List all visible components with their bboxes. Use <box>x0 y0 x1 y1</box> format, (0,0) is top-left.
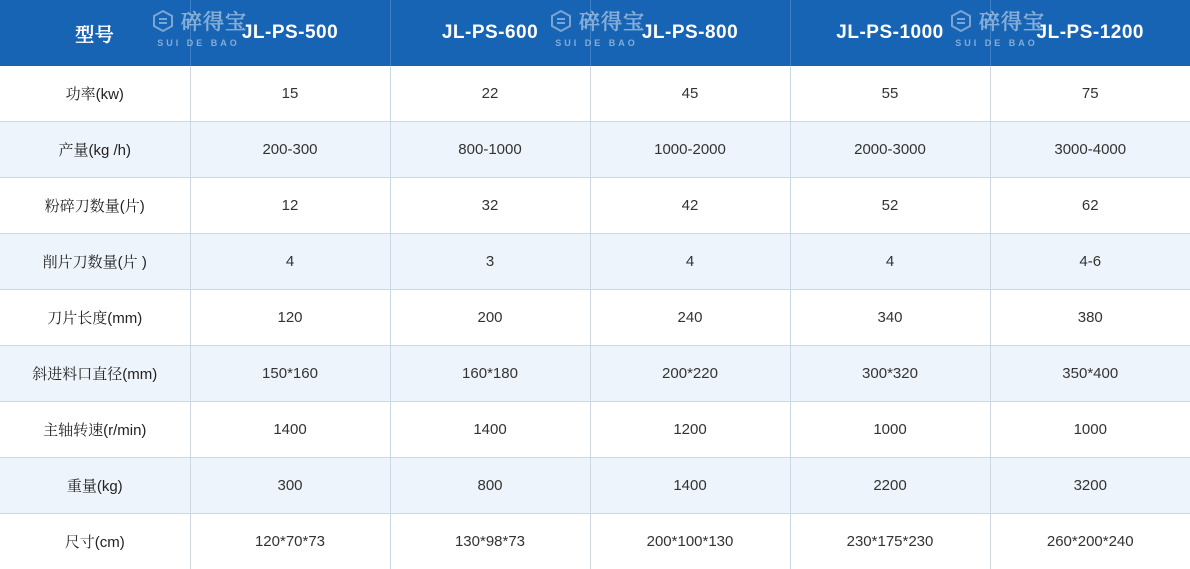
cell: 200*220 <box>590 346 790 402</box>
row-label: 产量(kg /h) <box>0 122 190 178</box>
cell: 42 <box>590 178 790 234</box>
cell: 300*320 <box>790 346 990 402</box>
table-row <box>0 178 1190 234</box>
column-header-jl-ps-800: JL-PS-800 <box>590 0 790 66</box>
cell: 3 <box>390 234 590 290</box>
cell: 1400 <box>590 458 790 514</box>
cell: 52 <box>790 178 990 234</box>
cell: 380 <box>990 290 1190 346</box>
cell: 2000-3000 <box>790 122 990 178</box>
column-header-model: 型号 <box>0 0 190 66</box>
cell: 4 <box>190 234 390 290</box>
watermark-sub: SUI DE BAO <box>157 38 240 48</box>
table-row <box>0 122 1190 178</box>
cell: 230*175*230 <box>790 514 990 569</box>
cell: 130*98*73 <box>390 514 590 569</box>
column-header-jl-ps-1000: JL-PS-1000 <box>790 0 990 66</box>
cell: 1000 <box>990 402 1190 458</box>
cell: 200 <box>390 290 590 346</box>
table-row <box>0 458 1190 514</box>
watermark-sub: SUI DE BAO <box>555 38 638 48</box>
cell: 32 <box>390 178 590 234</box>
cell: 1400 <box>190 402 390 458</box>
column-header-jl-ps-1200: JL-PS-1200 <box>990 0 1190 66</box>
cell: 1000 <box>790 402 990 458</box>
cell: 340 <box>790 290 990 346</box>
table-row <box>0 514 1190 569</box>
cell: 260*200*240 <box>990 514 1190 569</box>
cell: 45 <box>590 66 790 122</box>
cell: 1200 <box>590 402 790 458</box>
cell: 4 <box>590 234 790 290</box>
table-row <box>0 346 1190 402</box>
cell: 4 <box>790 234 990 290</box>
cell: 15 <box>190 66 390 122</box>
cell: 55 <box>790 66 990 122</box>
cell: 4-6 <box>990 234 1190 290</box>
column-header-jl-ps-500: JL-PS-500 <box>190 0 390 66</box>
row-label: 斜进料口直径(mm) <box>0 346 190 402</box>
cell: 200*100*130 <box>590 514 790 569</box>
cell: 1400 <box>390 402 590 458</box>
cell: 1000-2000 <box>590 122 790 178</box>
cell: 800 <box>390 458 590 514</box>
row-label: 功率(kw) <box>0 66 190 122</box>
row-label: 尺寸(cm) <box>0 514 190 569</box>
cell: 2200 <box>790 458 990 514</box>
cell: 22 <box>390 66 590 122</box>
row-label: 主轴转速(r/min) <box>0 402 190 458</box>
cell: 3200 <box>990 458 1190 514</box>
table-body <box>0 66 1190 569</box>
cell: 3000-4000 <box>990 122 1190 178</box>
table-header-row <box>0 0 1190 66</box>
row-label: 粉碎刀数量(片) <box>0 178 190 234</box>
cell: 300 <box>190 458 390 514</box>
row-label: 重量(kg) <box>0 458 190 514</box>
row-label: 削片刀数量(片 ) <box>0 234 190 290</box>
watermark-name: 碎得宝 <box>579 6 645 36</box>
cell: 200-300 <box>190 122 390 178</box>
table-header <box>0 0 1190 66</box>
column-header-jl-ps-600: JL-PS-600 <box>390 0 590 66</box>
cell: 62 <box>990 178 1190 234</box>
cell: 150*160 <box>190 346 390 402</box>
cell: 12 <box>190 178 390 234</box>
table-row <box>0 402 1190 458</box>
cell: 75 <box>990 66 1190 122</box>
table-row <box>0 290 1190 346</box>
cell: 350*400 <box>990 346 1190 402</box>
cell: 120*70*73 <box>190 514 390 569</box>
table-row <box>0 66 1190 122</box>
watermark-name: 碎得宝 <box>181 6 247 36</box>
watermark-sub: SUI DE BAO <box>955 38 1038 48</box>
watermark-name: 碎得宝 <box>979 6 1045 36</box>
cell: 120 <box>190 290 390 346</box>
cell: 160*180 <box>390 346 590 402</box>
cell: 240 <box>590 290 790 346</box>
table-row <box>0 234 1190 290</box>
cell: 800-1000 <box>390 122 590 178</box>
row-label: 刀片长度(mm) <box>0 290 190 346</box>
